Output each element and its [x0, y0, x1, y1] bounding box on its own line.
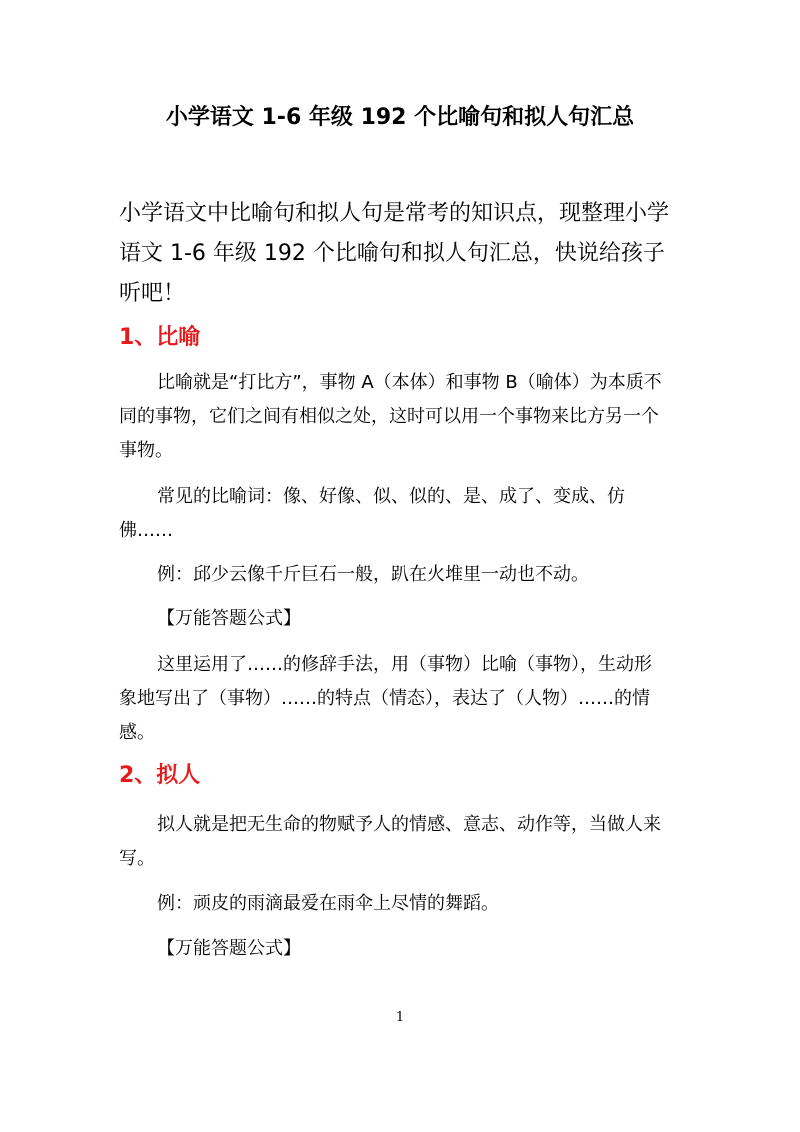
metaphor-common-words: 常见的比喻词：像、好像、似、似的、是、成了、变成、仿佛…… — [119, 486, 625, 541]
metaphor-definition: 比喻就是“打比方”，事物 A（本体）和事物 B（喻体）为本质不同的事物，它们之间有相似之处，这时可以用一个事物来比方另一个事物。 — [119, 372, 662, 461]
page-number: 1 — [395, 1010, 405, 1025]
intro-paragraph: 小学语文中比喻句和拟人句是常考的知识点，现整理小学语文 1-6 年级 192 个比喻句和拟人句汇总，快说给孩子听吧！ — [119, 201, 670, 306]
personification-definition: 拟人就是把无生命的物赋予人的情感、意志、动作等，当做人来写。 — [119, 814, 661, 869]
metaphor-formula-label: 【万能答题公式】 — [157, 608, 301, 629]
personification-example: 例：顽皮的雨滴最爱在雨伞上尽情的舞蹈。 — [157, 893, 499, 914]
metaphor-example: 例：邱少云像千斤巨石一般，趴在火堆里一动也不动。 — [157, 564, 589, 585]
document-title: 小学语文 1-6 年级 192 个比喻句和拟人句汇总 — [165, 105, 635, 130]
section-heading-personification: 2、拟人 — [119, 763, 201, 788]
section-heading-metaphor: 1、比喻 — [119, 325, 201, 350]
personification-formula-label: 【万能答题公式】 — [157, 938, 301, 959]
metaphor-formula-text: 这里运用了……的修辞手法，用（事物）比喻（事物），生动形象地写出了（事物）……的特点（情态），表达了（人物）……的情感。 — [119, 654, 652, 743]
